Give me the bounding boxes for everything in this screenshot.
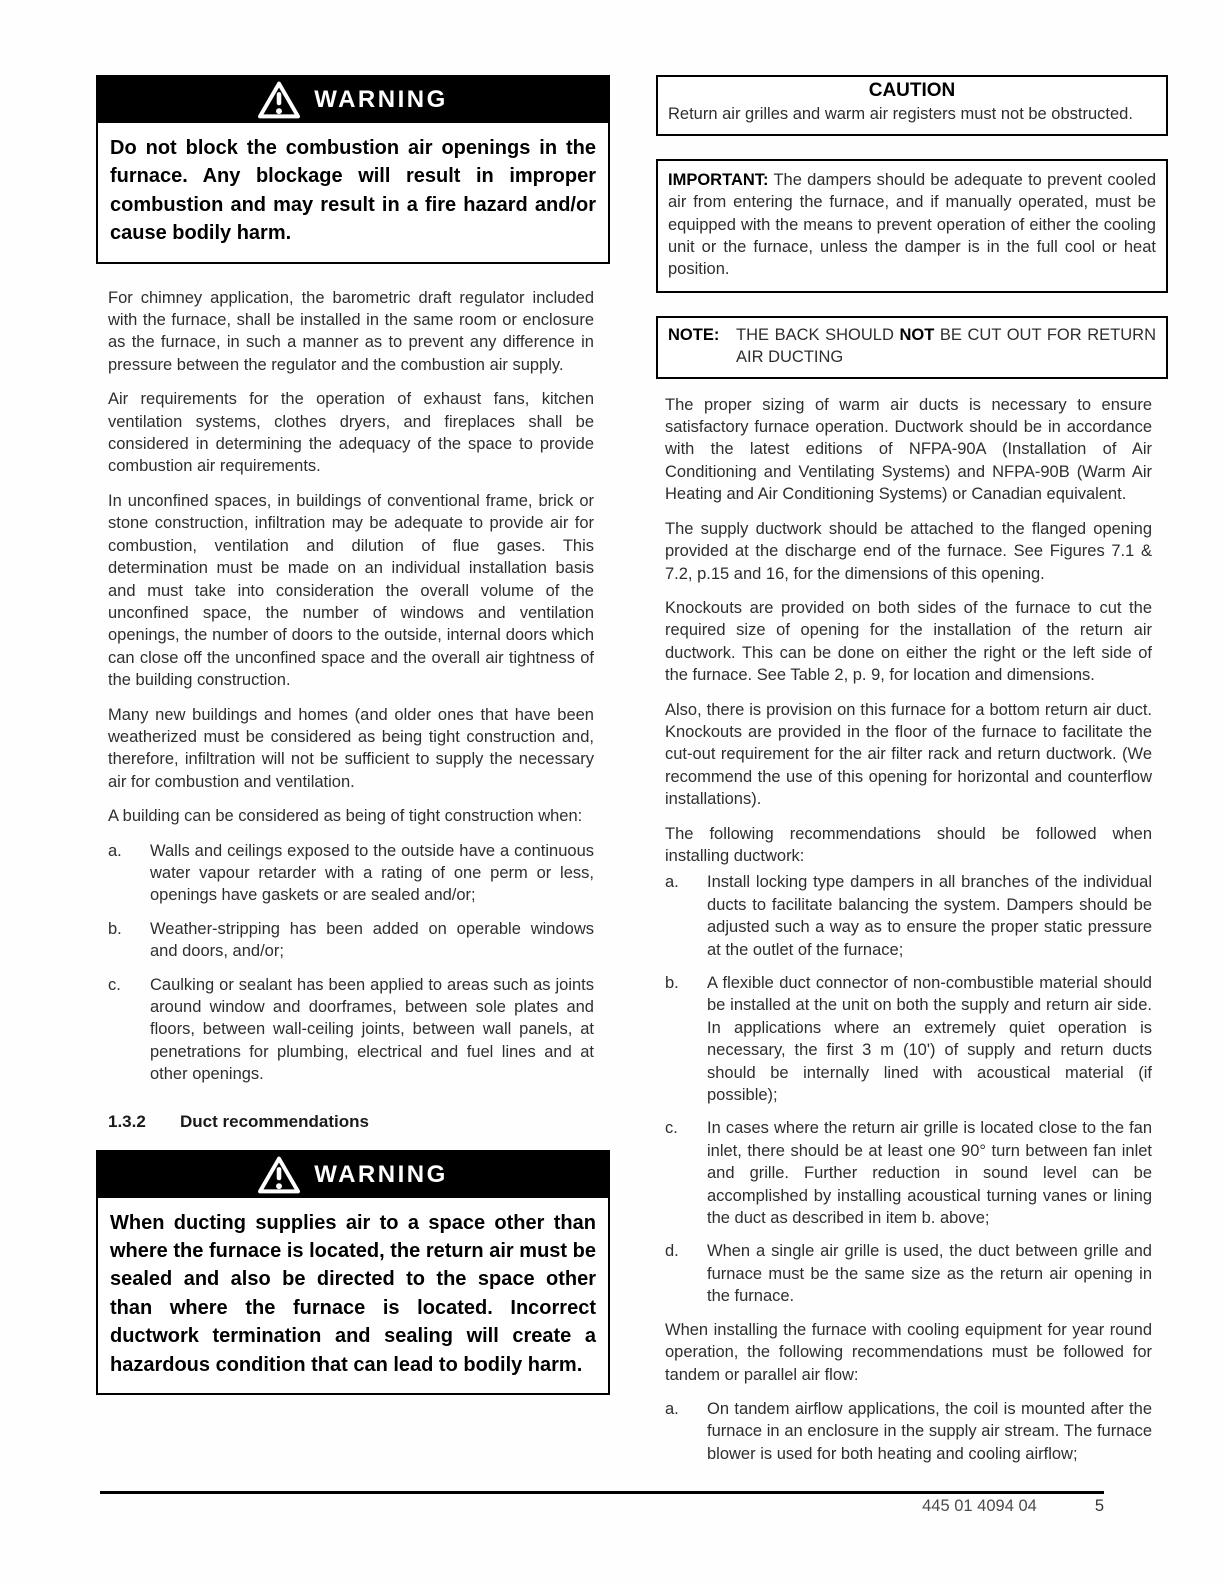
list-item-label: b. xyxy=(108,919,122,938)
list-item-label: c. xyxy=(665,1119,678,1138)
list-item-text: On tandem airflow applications, the coil is mounted after the furnace in an enclosure in the supply air stream. The furnace blower is used for both heating and cooling airflow; xyxy=(707,1399,1152,1463)
note-label: NOTE: xyxy=(668,325,720,344)
list-item-label: a. xyxy=(665,1399,679,1418)
list-item xyxy=(665,972,1152,1106)
list-item-text: Weather-stripping has been added on operable windows and doors, and/or; xyxy=(150,919,594,961)
list-item-text: Caulking or sealant has been applied to areas such as joints around window and doorframes, between sole plates and floors, between wall-ceiling joints, between wall panels, at penetrations for plumbing, electrical and fuel lines and at other openings. xyxy=(150,975,594,1084)
warning-box-ducting xyxy=(96,1150,610,1395)
list-item-text: Install locking type dampers in all branches of the individual ducts to facilitate balancing the system. Dampers should be adjusted such a way as to ensure the proper static pressure at the outlet of the furnace; xyxy=(707,873,1152,959)
paragraph-knockouts: Knockouts are provided on both sides of the furnace to cut the required size of opening for the installation of the return air ductwork. This can be done on either the right or the left side of the furnace. See Table 2, p. 9, for location and dimensions. xyxy=(665,598,1152,685)
warning-header xyxy=(98,1152,608,1198)
section-number: 1.3.2 xyxy=(108,1111,146,1131)
list-item xyxy=(665,1117,1152,1229)
paragraph-supply-ductwork: The supply ductwork should be attached to the flanged opening provided at the discharge end of the furnace. See Figures 7.1 & 7.2, p.15 and 16, for the dimensions of this opening. xyxy=(665,519,1152,583)
note-box xyxy=(656,316,1168,379)
caution-title: CAUTION xyxy=(868,80,956,101)
paragraph-tight-when: A building can be considered as being of tight construction when: xyxy=(108,807,583,826)
warning-body: When ducting supplies air to a space other than where the furnace is located, the return air must be sealed and also be directed to the space other than where the furnace is located. Incorrect ductwork termination and sealing will create a hazardous condition that can lead to bodily harm. xyxy=(110,1211,596,1376)
warning-triangle-icon xyxy=(258,81,300,119)
two-column-layout xyxy=(96,75,1168,1476)
list-item xyxy=(665,1398,1152,1465)
caution-box xyxy=(656,75,1168,136)
list-item xyxy=(108,974,594,1086)
list-item xyxy=(108,918,594,963)
list-item xyxy=(665,1240,1152,1307)
list-item-text: A flexible duct connector of non-combustible material should be installed at the unit on both the supply and return air side. In applications where an extremely quiet operation is necessary, the first 3 m (10') of supply and return ducts should be internally lined with acoustical material (if possible); xyxy=(707,974,1152,1105)
list-item-text: In cases where the return air grille is located close to the fan inlet, there should be at least one 90° turn between fan inlet and grille. Further reduction in sound level can be accomplished by installing acoustical turning vanes or lining the duct as described in item b. above; xyxy=(707,1119,1152,1228)
left-column xyxy=(96,75,610,1476)
doc-number: 445 01 4094 04 xyxy=(922,1497,1037,1515)
page-footer xyxy=(100,1491,1104,1516)
note-text xyxy=(736,324,1156,369)
section-heading-duct-recommendations xyxy=(108,1112,610,1132)
paragraph-duct-sizing: The proper sizing of warm air ducts is necessary to ensure satisfactory furnace operation. Ductwork should be in accordance with the latest editions of NFPA-90A (Installation of Air Conditioning and Ventilating Systems) and NFPA-90B (Warm Air Heating and Air Conditioning Systems) or Canadian equivalent. xyxy=(665,395,1152,504)
list-item-label: d. xyxy=(665,1242,679,1261)
caution-body: Return air grilles and warm air registers must not be obstructed. xyxy=(668,105,1133,124)
note-text-bold: NOT xyxy=(899,325,935,344)
note-text-post: BE CUT OUT FOR RETURN AIR DUCTING xyxy=(736,325,1156,367)
list-item-label: b. xyxy=(665,974,679,992)
page-number: 5 xyxy=(1094,1497,1104,1515)
list-item-label: c. xyxy=(108,975,121,994)
warning-body: Do not block the combustion air openings in the furnace. Any blockage will result in improper combustion and may result in a fire hazard and/or cause bodily harm. xyxy=(110,137,596,245)
warning-header xyxy=(98,77,608,123)
warning-title: WARNING xyxy=(314,1160,448,1188)
note-text-pre: THE BACK SHOULD xyxy=(736,325,900,344)
list-item-label: a. xyxy=(108,841,122,860)
paragraph-unconfined-spaces: In unconfined spaces, in buildings of conventional frame, brick or stone construction, infiltration may be adequate to provide air for combustion, ventilation and dilution of flue gases. This determination must be made on an individual installation basis and must take into consideration the overall volume of the unconfined space, the number of windows and ventilation openings, the number of doors to the outside, internal doors which can close off the unconfined space and the overall air tightness of the building construction. xyxy=(108,491,594,690)
section-title: Duct recommendations xyxy=(180,1111,369,1131)
paragraph-recommendations-intro: The following recommendations should be followed when installing ductwork: xyxy=(665,824,1152,865)
paragraph-chimney: For chimney application, the barometric draft regulator included with the furnace, shall be installed in the same room or enclosure as the furnace, in such a manner as to prevent any difference in pressure between the regulator and the combustion air supply. xyxy=(108,288,594,374)
warning-box-combustion xyxy=(96,75,610,264)
list-item xyxy=(665,871,1152,961)
list-item-text: Walls and ceilings exposed to the outside have a continuous water vapour retarder with a rating of one perm or less, openings have gaskets or are sealed and/or; xyxy=(150,841,594,905)
list-item-label: a. xyxy=(665,873,679,892)
important-body: The dampers should be adequate to prevent cooled air from entering the furnace, and if manually operated, must be equipped with the means to prevent operation of either the cooling unit or the furnace, unless the damper is in the full cool or heat position. xyxy=(668,170,1156,279)
warning-title: WARNING xyxy=(314,86,448,113)
paragraph-air-requirements: Air requirements for the operation of exhaust fans, kitchen ventilation systems, clothes dryers, and fireplaces shall be considered in determining the adequacy of the space to provide combustion air requirements. xyxy=(108,390,594,476)
important-label: IMPORTANT: xyxy=(668,170,769,189)
paragraph-cooling-equipment: When installing the furnace with cooling equipment for year round operation, the following recommendations must be followed for tandem or parallel air flow: xyxy=(665,1320,1152,1384)
important-box xyxy=(656,159,1168,293)
right-column xyxy=(656,75,1168,1476)
paragraph-tight-construction: Many new buildings and homes (and older ones that have been weatherized must be considered as being tight construction and, therefore, infiltration will not be sufficient to supply the necessary air for combustion and ventilation. xyxy=(108,705,594,791)
warning-triangle-icon xyxy=(258,1156,300,1194)
list-item-text: When a single air grille is used, the duct between grille and furnace must be the same size as the return air opening in the furnace. xyxy=(707,1242,1152,1306)
list-item xyxy=(108,840,594,907)
paragraph-bottom-return: Also, there is provision on this furnace for a bottom return air duct. Knockouts are provided in the floor of the furnace to facilitate the cut-out requirement for the air filter rack and return ductwork. (We recommend the use of this opening for horizontal and counterflow installations). xyxy=(665,700,1152,809)
